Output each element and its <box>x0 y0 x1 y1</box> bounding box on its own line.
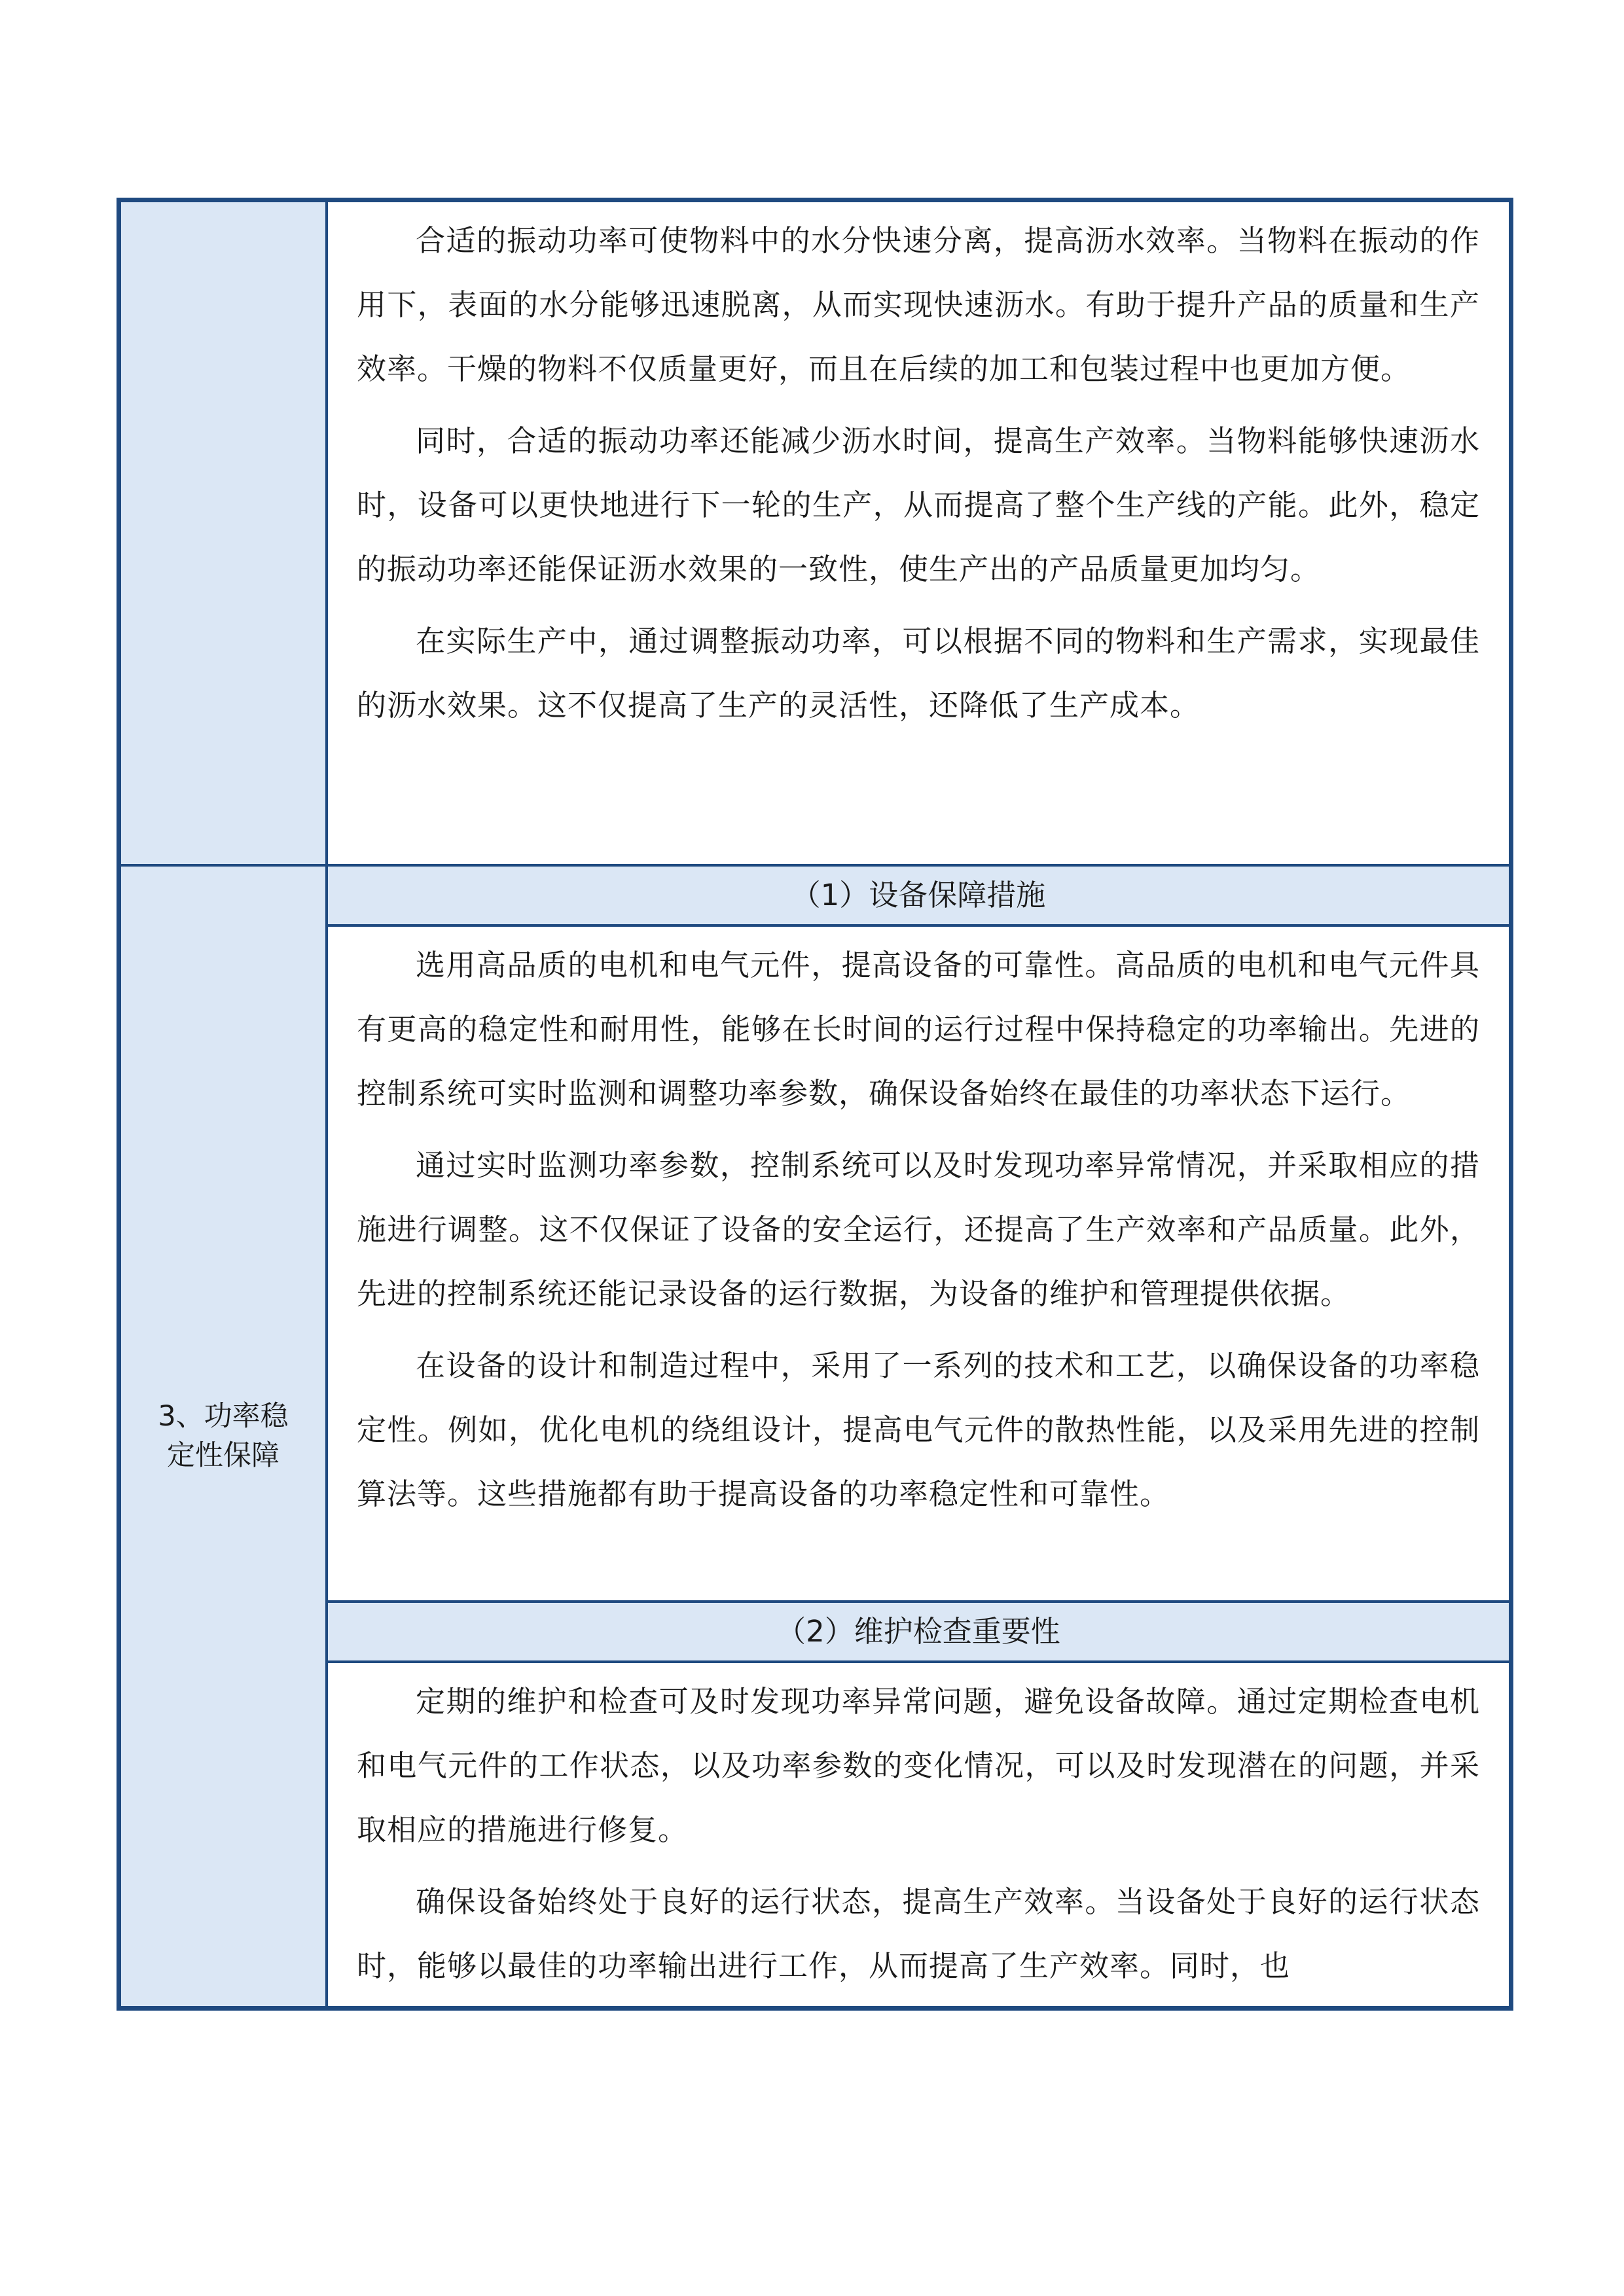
paragraph: 选用高品质的电机和电气元件，提高设备的可靠性。高品质的电机和电气元件具有更高的稳定性和耐用性，能够在长时间的运行过程中保持稳定的功率输出。先进的控制系统可实时监测和调整功率参数，确保设备始终在最佳的功率状态下运行。 <box>357 947 1480 1111</box>
paragraph: 定期的维护和检查可及时发现功率异常问题，避免设备故障。通过定期检查电机和电气元件的工作状态，以及功率参数的变化情况，可以及时发现潜在的问题，并采取相应的措施进行修复。 <box>357 1683 1480 1847</box>
table-row <box>119 200 1511 865</box>
section-heading-maintenance: （2）维护检查重要性 <box>327 1602 1511 1662</box>
paragraph: 在实际生产中，通过调整振动功率，可以根据不同的物料和生产需求，实现最佳的沥水效果。这不仅提高了生产的灵活性，还降低了生产成本。 <box>357 624 1480 723</box>
content-cell-equipment <box>327 925 1511 1602</box>
content-cell-vibration <box>327 200 1511 865</box>
table-row <box>119 1662 1511 2009</box>
table-row <box>119 1602 1511 1662</box>
section-heading-equipment: （1）设备保障措施 <box>327 865 1511 925</box>
paragraph: 合适的振动功率可使物料中的水分快速分离，提高沥水效率。当物料在振动的作用下，表面的水分能够迅速脱离，从而实现快速沥水。有助于提升产品的质量和生产效率。干燥的物料不仅质量更好，而且在后续的加工和包装过程中也更加方便。 <box>357 223 1480 386</box>
paragraph: 通过实时监测功率参数，控制系统可以及时发现功率异常情况，并采取相应的措施进行调整。这不仅保证了设备的安全运行，还提高了生产效率和产品质量。此外，先进的控制系统还能记录设备的运行数据，为设备的维护和管理提供依据。 <box>357 1147 1480 1311</box>
paragraph: 确保设备始终处于良好的运行状态，提高生产效率。当设备处于良好的运行状态时，能够以最佳的功率输出进行工作，从而提高了生产效率。同时，也 <box>357 1884 1480 1983</box>
row-label-power-stability <box>119 865 327 2009</box>
row-label-text: 3、功率稳定性保障 <box>158 1400 289 1472</box>
paragraph: 同时，合适的振动功率还能减少沥水时间，提高生产效率。当物料能够快速沥水时，设备可以更快地进行下一轮的生产，从而提高了整个生产线的产能。此外，稳定的振动功率还能保证沥水效果的一致性，使生产出的产品质量更加均匀。 <box>357 423 1480 586</box>
table-row <box>119 925 1511 1602</box>
paragraph: 在设备的设计和制造过程中，采用了一系列的技术和工艺，以确保设备的功率稳定性。例如，优化电机的绕组设计，提高电气元件的散热性能，以及采用先进的控制算法等。这些措施都有助于提高设备的功率稳定性和可靠性。 <box>357 1348 1480 1511</box>
table-row <box>119 865 1511 925</box>
content-cell-maintenance <box>327 1662 1511 2009</box>
content-table <box>117 198 1513 2011</box>
row-label-empty <box>119 200 327 865</box>
